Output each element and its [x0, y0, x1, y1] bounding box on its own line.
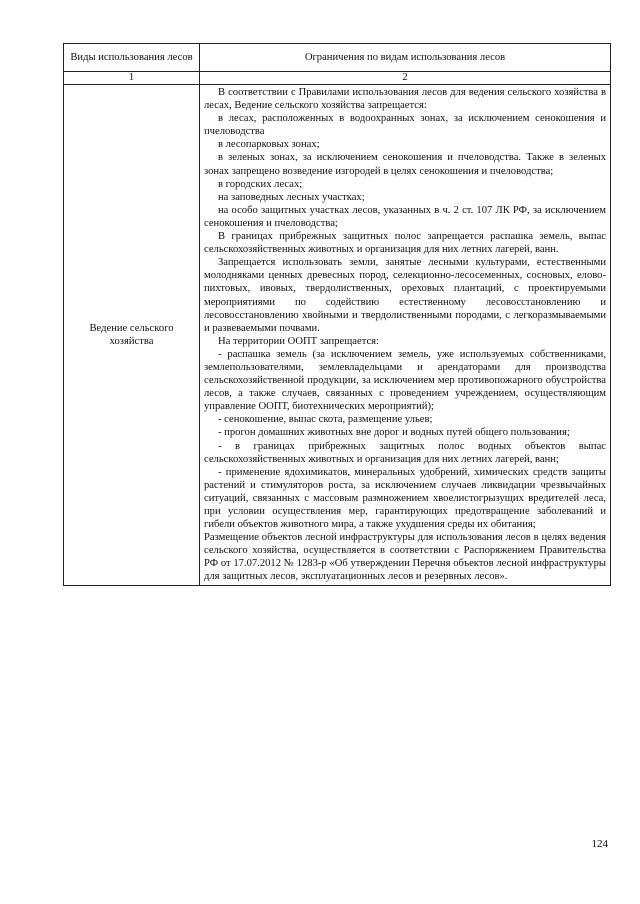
- restriction-paragraph: Размещение объектов лесной инфраструктуры для использования лесов в целях ведения сельского хозяйства, осуществляется в соответствии с Распоряжением Правительства РФ от 17.07.2012 № 1283-р «Об утверждении Перечня объектов лесной инфраструктуры для защитных лесов, эксплуатационных лесов и резервных лесов».: [204, 532, 606, 583]
- table-row: [64, 85, 611, 586]
- column-number-row: [64, 72, 611, 85]
- restriction-paragraph: На территории ООПТ запрещается:: [218, 335, 379, 347]
- header-restrictions: Ограничения по видам использования лесов: [200, 44, 611, 72]
- restriction-paragraph: в зеленых зонах, за исключением сенокошения и пчеловодства. Также в зеленых зонах запрещено возведение изгородей в целях сенокошения и пчеловодства;: [204, 152, 606, 177]
- restriction-paragraph: - прогон домашних животных вне дорог и водных путей общего пользования;: [218, 427, 570, 439]
- restriction-paragraph: на особо защитных участках лесов, указанных в ч. 2 ст. 107 ЛК РФ, за исключением сенокошения и пчеловодства;: [204, 204, 606, 229]
- restriction-paragraph: В соответствии с Правилами использования лесов для ведения сельского хозяйства в лесах, Ведение сельского хозяйства запрещается:: [204, 87, 606, 112]
- column-number-2: 2: [200, 72, 611, 85]
- restriction-paragraph: в городских лесах;: [218, 178, 303, 190]
- restriction-paragraph: - сенокошение, выпас скота, размещение ульев;: [218, 414, 433, 426]
- restriction-paragraph: - в границах прибрежных защитных полос водных объектов выпас сельскохозяйственных животных и организация для них летних лагерей, ванн;: [204, 440, 606, 465]
- restriction-paragraph: Запрещается использовать земли, занятые лесными культурами, естественными молодняками ценных древесных пород, селекционно-лесосеменных, сосновых, елово-пихтовых, ивовых, твердолиственных, ореховых плантаций, с проектируемыми мероприятиями по содействию естественному лесовосстановлению и лесовосстановлению хвойными и твердолиственными породами, с легкоразмываемыми и развеваемыми почвами.: [204, 257, 606, 334]
- restriction-paragraph: в лесах, расположенных в водоохранных зонах, за исключением сенокошения и пчеловодства: [204, 113, 606, 138]
- page-number: 124: [591, 838, 608, 850]
- restriction-paragraph: - распашка земель (за исключением земель, уже используемых собственниками, землепользователями, землевладельцами и арендаторами для производства сельскохозяйственной продукции, за исключением мер противопожарного обустройства лесов, а также случаев, связанных с проведением учреждением, осуществляющим управление ООПТ, биотехнических мероприятий);: [204, 348, 606, 413]
- restrictions-cell: [200, 85, 611, 586]
- header-usage-types: Виды использования лесов: [64, 44, 200, 72]
- column-number-1: 1: [64, 72, 200, 85]
- restriction-paragraph: - применение ядохимикатов, минеральных удобрений, химических средств защиты растений и стимуляторов роста, за исключением случаев ликвидации чрезвычайных ситуаций, связанных с массовым размножением хвоелистогрызущих вредителей леса, при условии осуществления мер, гарантирующих предотвращение заболеваний и гибели объектов животного мира, а также ухудшения среды их обитания;: [204, 466, 606, 531]
- usage-type-cell: Ведение сельского хозяйства: [64, 85, 200, 586]
- table-header-row: [64, 44, 611, 72]
- restriction-paragraph: на заповедных лесных участках;: [218, 191, 365, 203]
- restriction-paragraph: в лесопарковых зонах;: [218, 139, 320, 151]
- restrictions-table: [63, 43, 611, 586]
- restriction-paragraph: В границах прибрежных защитных полос запрещается распашка земель, выпас сельскохозяйственных животных и организация для них летних лагерей, ванн.: [204, 231, 606, 256]
